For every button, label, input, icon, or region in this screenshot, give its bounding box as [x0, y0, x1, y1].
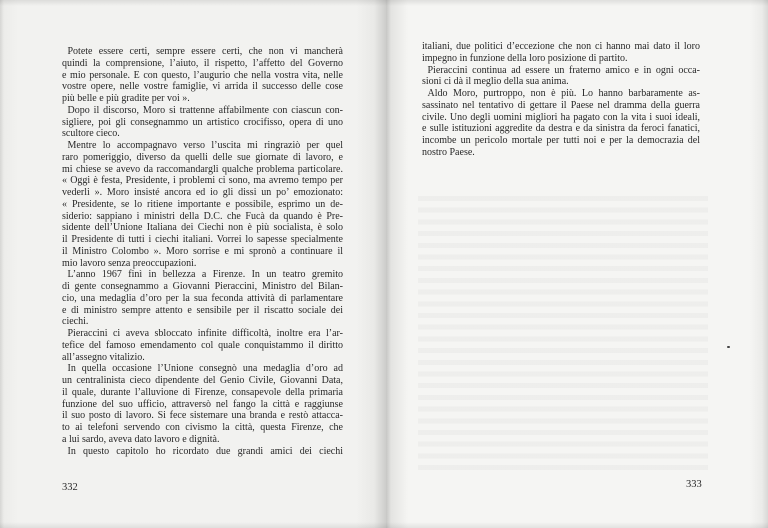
text-line: L’anno 1967 finì in bellezza a Firenze. In un teatro gremito	[67, 269, 343, 281]
text-line: all’assegno vitalizio.	[62, 351, 145, 363]
text-line: Potete essere certi, sempre essere certi, che non vi mancherà	[67, 46, 343, 57]
text-line: Aldo Moro, purtroppo, non è più. Lo hanno barbaramente as-	[427, 88, 700, 99]
text-line: cio, una medaglia d’oro per la sua feconda attività di parlamentare	[62, 292, 343, 304]
paper-speck	[727, 346, 730, 348]
text-line: « Oggi è festa, Presidente, i problemi ci sono, ma avremo tempo per	[62, 175, 343, 187]
text-line: incombe un pericolo mortale per tutti noi e per la democrazia del	[422, 135, 700, 146]
text-line: e di ministro sempre attento e sensibile per il riscatto sociale dei	[62, 304, 343, 316]
text-line: vostre opere, nelle vostre famiglie, vi arrida il successo delle cose	[62, 81, 343, 93]
page-number: 332	[62, 482, 78, 493]
paragraph	[422, 65, 700, 89]
text-line: quindi la comprensione, l’aiuto, il rispetto, l’affetto del Governo	[62, 57, 343, 69]
text-line: « Presidente, se lo ritiene importante e possibile, esprimo un de-	[62, 198, 343, 210]
text-line: Mentre lo accompagnavo verso l’uscita mi ringraziò per quel	[67, 140, 343, 151]
text-line: il suo posto di lavoro. Si fece sistemare una branda e restò attacca-	[62, 410, 343, 422]
text-line: di gente consegnammo a Giovanni Pieraccini, Ministro del Bilan-	[62, 281, 343, 292]
text-line: il quale, durante l’alluvione di Firenze, consapevole della primaria	[62, 386, 343, 398]
text-line: siderio: sappiano i ministri della D.C. che Fucà da quando è Pre-	[62, 210, 343, 222]
text-line: mio lavoro senza preoccupazioni.	[62, 257, 197, 269]
text-line: sioni ci dà il meglio della sua anima.	[422, 76, 569, 88]
paragraph	[62, 446, 343, 458]
paragraph	[62, 46, 343, 105]
paragraph	[62, 269, 343, 328]
paragraph	[62, 140, 343, 269]
text-line: In quella occasione l’Unione consegnò una medaglia d’oro ad	[67, 363, 343, 375]
text-line: sassinato nel tentativo di gettare il Paese nel dramma della guerra	[422, 99, 700, 111]
text-line: nostro Paese.	[422, 146, 475, 158]
paragraph	[422, 41, 700, 65]
text-line: il Ministro Colombo ». Moro sorrise e mi spronò a continuare il	[62, 245, 343, 257]
text-line: civile. Uno degli uomini migliori ha pagato con la vita i suoi ideali,	[422, 111, 700, 123]
page-top-edge	[0, 0, 768, 6]
text-line: funzione del suo ufficio, attraversò nel fango la città e raggiunse	[62, 398, 343, 410]
text-line: In questo capitolo ho ricordato due grandi amici dei ciechi	[67, 445, 343, 457]
paragraph	[422, 88, 700, 159]
text-line: mi chiese se avevo da raccomandargli qualche problema particolare.	[62, 163, 343, 175]
text-line: e mio personale. E con questo, l’augurio che nella vostra vita, nelle	[62, 69, 343, 81]
text-line: impegno in funzione della loro posizione di partito.	[422, 52, 628, 64]
paragraph	[62, 105, 343, 140]
text-line: un centralinista cieco dipendente del Genio Civile, Giovanni Data,	[62, 375, 343, 386]
paragraph	[62, 363, 343, 445]
paragraph	[62, 328, 343, 363]
text-line: ciechi.	[62, 316, 89, 328]
text-line: tefice del famoso emendamento col quale conquistammo il diritto	[62, 339, 343, 351]
text-line: il Presidente di tutti i ciechi italiani. Vorrei lo sapesse specialmente	[62, 234, 343, 245]
text-line: sigliere, poi gli consegnammo un artistico crocifisso, opera di uno	[62, 116, 343, 128]
right-page-text	[422, 41, 700, 159]
text-line: e sulle istituzioni aggredite da destra e da sinistra da feroci fanatici,	[422, 123, 700, 135]
text-line: sidente dell’Unione Italiana dei Ciechi non è più socialista, è solo	[62, 222, 343, 234]
text-line: a lui sardo, aveva dato lavoro e dignità.	[62, 433, 220, 445]
page-number: 333	[686, 479, 702, 490]
text-line: Pieraccini continua ad essere un fraterno amico e in ogni occa-	[427, 64, 700, 76]
right-page	[386, 0, 768, 528]
text-line: scultore cieco.	[62, 128, 120, 140]
text-line: Dopo il discorso, Moro si trattenne affabilmente con ciascun con-	[67, 104, 343, 116]
text-line: più belle e più gradite per voi ».	[62, 93, 190, 104]
left-page-text	[62, 46, 343, 457]
text-line: vederli ». Moro insisté ancora ed io gli dissi un po’ emozionato:	[62, 187, 343, 198]
text-line: raro pomeriggio, diverso da quelli delle sue giornate di lavoro, e	[62, 151, 343, 163]
show-through-shadow	[418, 196, 708, 472]
text-line: italiani, due politici d’eccezione che non ci hanno mai dato il loro	[422, 41, 700, 52]
text-line: to ai telefoni servendo con civismo la città, questa Firenze, che	[62, 422, 343, 433]
text-line: Pieraccini ci aveva sbloccato infinite difficoltà, inoltre era l’ar-	[67, 328, 343, 339]
page-bottom-edge	[0, 522, 768, 528]
